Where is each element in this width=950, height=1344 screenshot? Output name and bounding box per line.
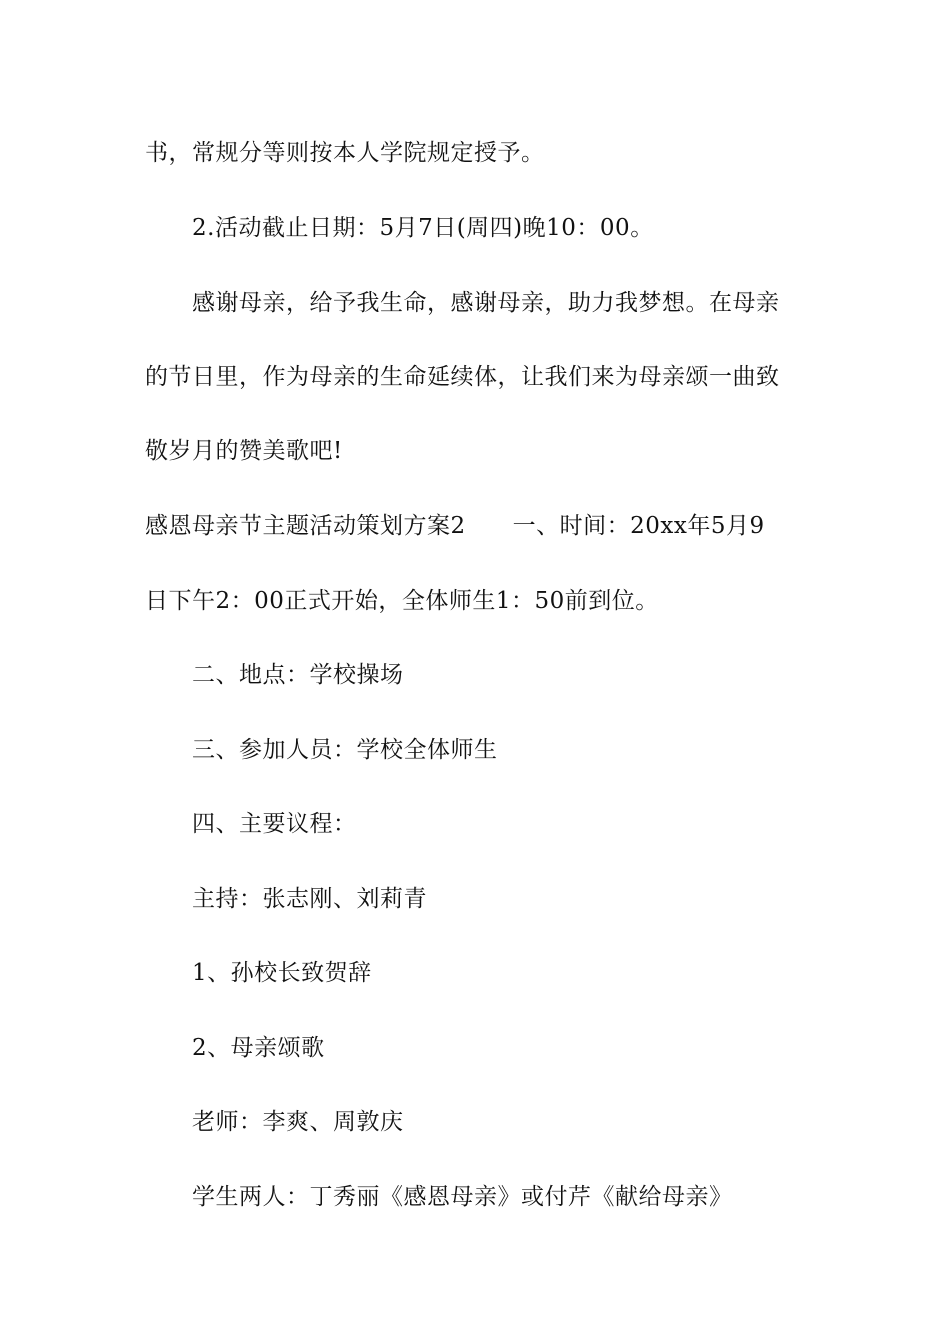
paragraph-line: 2.活动截止日期：5月7日(周四)晚10：00。 (192, 215, 654, 241)
paragraph-line: 的节日里，作为母亲的生命延续体，让我们来为母亲颂一曲致 (145, 364, 780, 390)
paragraph-line: 书，常规分等则按本人学院规定授予。 (145, 140, 545, 166)
list-item: 四、主要议程： (192, 811, 357, 837)
list-item: 老师：李爽、周敦庆 (192, 1109, 404, 1135)
list-item: 学生两人：丁秀丽《感恩母亲》或付芹《献给母亲》 (192, 1184, 733, 1210)
paragraph-line: 敬岁月的赞美歌吧! (145, 438, 343, 464)
section-heading-line: 感恩母亲节主题活动策划方案2 一、时间：20xx年5月9 (145, 513, 765, 539)
list-item: 2、母亲颂歌 (192, 1035, 325, 1061)
paragraph-line: 日下午2：00正式开始，全体师生1：50前到位。 (145, 588, 659, 614)
list-item: 1、孙校长致贺辞 (192, 960, 372, 986)
list-item: 二、地点：学校操场 (192, 662, 404, 688)
list-item: 三、参加人员：学校全体师生 (192, 737, 498, 763)
list-item: 主持：张志刚、刘莉青 (192, 886, 427, 912)
paragraph-line: 感谢母亲，给予我生命，感谢母亲，助力我梦想。在母亲 (192, 290, 780, 316)
